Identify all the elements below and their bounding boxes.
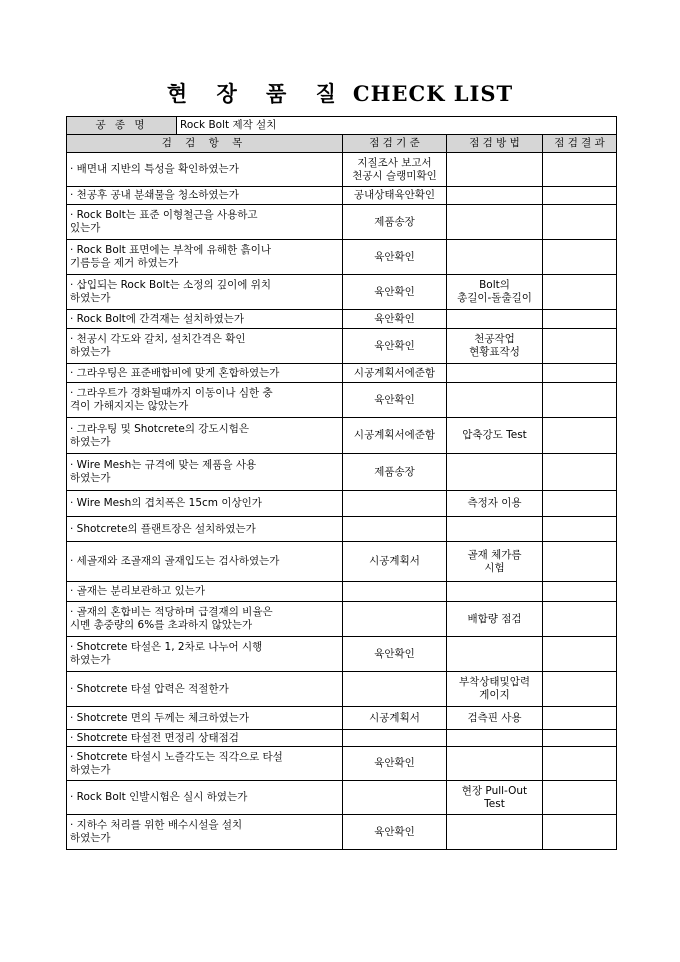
check-method: 현장 Pull-Out Test bbox=[447, 781, 543, 815]
check-item: · Rock Bolt 인발시험은 실시 하였는가 bbox=[67, 781, 343, 815]
check-result bbox=[543, 517, 617, 542]
check-item: · Wire Mesh는 규격에 맞는 제품을 사용 하였는가 bbox=[67, 454, 343, 491]
table-row bbox=[67, 310, 617, 329]
check-result bbox=[543, 637, 617, 672]
check-item: · Shotcrete 타설은 1, 2차로 나누어 시행 하였는가 bbox=[67, 637, 343, 672]
check-item: · 천공후 공내 분쇄물을 청소하였는가 bbox=[67, 187, 343, 205]
table-row bbox=[67, 418, 617, 454]
check-item: · Shotcrete 타설 압력은 적절한가 bbox=[67, 672, 343, 707]
check-result bbox=[543, 542, 617, 582]
check-standard: 육안확인 bbox=[343, 637, 447, 672]
table-row bbox=[67, 602, 617, 637]
check-standard bbox=[343, 517, 447, 542]
header-standard: 점 검 기 준 bbox=[343, 135, 447, 153]
table-row bbox=[67, 329, 617, 364]
check-method: 측정자 이용 bbox=[447, 491, 543, 517]
header-item: 검 검 항 목 bbox=[67, 135, 343, 153]
check-result bbox=[543, 187, 617, 205]
check-method: 부착상태및압력 게이지 bbox=[447, 672, 543, 707]
check-standard: 육안확인 bbox=[343, 329, 447, 364]
check-standard: 육안확인 bbox=[343, 275, 447, 310]
check-result bbox=[543, 582, 617, 602]
check-result bbox=[543, 275, 617, 310]
check-item: · Shotcrete의 플랜트장은 설치하였는가 bbox=[67, 517, 343, 542]
check-result bbox=[543, 329, 617, 364]
table-row bbox=[67, 815, 617, 850]
document-title bbox=[0, 78, 680, 108]
table-row bbox=[67, 240, 617, 275]
table-row bbox=[67, 205, 617, 240]
check-result bbox=[543, 781, 617, 815]
check-standard: 시공계획서 bbox=[343, 707, 447, 730]
title-english: CHECK LIST bbox=[352, 81, 514, 106]
check-item: · 삽입되는 Rock Bolt는 소정의 깊이에 위치 하였는가 bbox=[67, 275, 343, 310]
check-method bbox=[447, 240, 543, 275]
check-method bbox=[447, 364, 543, 383]
table-row bbox=[67, 582, 617, 602]
check-standard: 시공계획서에준함 bbox=[343, 418, 447, 454]
header-method: 점 검 방 법 bbox=[447, 135, 543, 153]
check-result bbox=[543, 815, 617, 850]
check-standard: 시공계획서에준함 bbox=[343, 364, 447, 383]
check-item: · Rock Bolt 표면에는 부착에 유해한 흙이나 기름등을 제거 하였는가 bbox=[67, 240, 343, 275]
check-method bbox=[447, 383, 543, 418]
check-method bbox=[447, 815, 543, 850]
check-item: · Rock Bolt는 표준 이형철근을 사용하고 있는가 bbox=[67, 205, 343, 240]
project-value: Rock Bolt 제작 설치 bbox=[177, 117, 617, 135]
check-standard: 제품송장 bbox=[343, 205, 447, 240]
table-row bbox=[67, 364, 617, 383]
check-result bbox=[543, 707, 617, 730]
check-result bbox=[543, 602, 617, 637]
table-row bbox=[67, 672, 617, 707]
table-row bbox=[67, 542, 617, 582]
check-item: · 세골재와 조골재의 골재입도는 검사하였는가 bbox=[67, 542, 343, 582]
table-row bbox=[67, 517, 617, 542]
check-result bbox=[543, 240, 617, 275]
check-standard: 시공계획서 bbox=[343, 542, 447, 582]
table-row bbox=[67, 637, 617, 672]
check-method bbox=[447, 582, 543, 602]
check-standard: 육안확인 bbox=[343, 310, 447, 329]
table-row bbox=[67, 454, 617, 491]
check-method: 배합량 점검 bbox=[447, 602, 543, 637]
check-result bbox=[543, 310, 617, 329]
table-row bbox=[67, 187, 617, 205]
check-standard bbox=[343, 672, 447, 707]
check-standard bbox=[343, 730, 447, 747]
check-standard bbox=[343, 582, 447, 602]
check-method: 압축강도 Test bbox=[447, 418, 543, 454]
check-item: · Wire Mesh의 겹치폭은 15cm 이상인가 bbox=[67, 491, 343, 517]
check-item: · 배면내 지반의 특성을 확인하였는가 bbox=[67, 153, 343, 187]
check-item: · Shotcrete 면의 두께는 체크하였는가 bbox=[67, 707, 343, 730]
header-row bbox=[67, 135, 617, 153]
check-method bbox=[447, 747, 543, 781]
check-result bbox=[543, 418, 617, 454]
check-item: · Rock Bolt에 간격재는 설치하였는가 bbox=[67, 310, 343, 329]
table-row bbox=[67, 730, 617, 747]
table-row bbox=[67, 153, 617, 187]
check-method: 골재 체가름 시험 bbox=[447, 542, 543, 582]
table-row bbox=[67, 383, 617, 418]
check-method: 검측핀 사용 bbox=[447, 707, 543, 730]
check-list-table bbox=[66, 116, 617, 850]
check-result bbox=[543, 383, 617, 418]
check-method bbox=[447, 517, 543, 542]
check-result bbox=[543, 205, 617, 240]
check-standard: 육안확인 bbox=[343, 815, 447, 850]
table-row bbox=[67, 707, 617, 730]
check-item: · 골재의 혼합비는 적당하며 급결재의 비율은 시멘 총중량의 6%를 초과하지 않았는가 bbox=[67, 602, 343, 637]
check-result bbox=[543, 747, 617, 781]
check-item: · 천공시 각도와 갈치, 설치간격은 확인 하였는가 bbox=[67, 329, 343, 364]
check-standard: 지질조사 보고서 천공시 슬랭미확인 bbox=[343, 153, 447, 187]
check-method bbox=[447, 637, 543, 672]
table-row bbox=[67, 491, 617, 517]
check-item: · 그라우트가 경화될때까지 이동이나 심한 충 격이 가해지지는 않았는가 bbox=[67, 383, 343, 418]
check-item: · 지하수 처리를 위한 배수시설을 설치 하였는가 bbox=[67, 815, 343, 850]
header-result: 점 검 결 과 bbox=[543, 135, 617, 153]
table-row bbox=[67, 275, 617, 310]
check-standard: 공내상태육안확인 bbox=[343, 187, 447, 205]
check-result bbox=[543, 730, 617, 747]
check-item: · 그라우팅은 표준배합비에 맞게 혼합하였는가 bbox=[67, 364, 343, 383]
check-standard: 제품송장 bbox=[343, 454, 447, 491]
check-item: · 골재는 분리보관하고 있는가 bbox=[67, 582, 343, 602]
check-standard bbox=[343, 602, 447, 637]
check-standard bbox=[343, 781, 447, 815]
check-standard bbox=[343, 491, 447, 517]
check-result bbox=[543, 454, 617, 491]
check-method: 천공작업 현황표작성 bbox=[447, 329, 543, 364]
check-result bbox=[543, 491, 617, 517]
project-label: 공 종 명 bbox=[67, 117, 177, 135]
check-standard: 육안확인 bbox=[343, 747, 447, 781]
check-method bbox=[447, 310, 543, 329]
check-item: · Shotcrete 타설전 면정리 상태점검 bbox=[67, 730, 343, 747]
check-method: Bolt의 총길이-돌출길이 bbox=[447, 275, 543, 310]
check-standard: 육안확인 bbox=[343, 240, 447, 275]
table-row bbox=[67, 747, 617, 781]
check-result bbox=[543, 153, 617, 187]
check-item: · 그라우팅 및 Shotcrete의 강도시험은 하였는가 bbox=[67, 418, 343, 454]
check-method bbox=[447, 205, 543, 240]
check-method bbox=[447, 187, 543, 205]
table-row bbox=[67, 781, 617, 815]
check-result bbox=[543, 672, 617, 707]
check-method bbox=[447, 153, 543, 187]
check-method bbox=[447, 730, 543, 747]
check-standard: 육안확인 bbox=[343, 383, 447, 418]
check-result bbox=[543, 364, 617, 383]
project-row bbox=[67, 117, 617, 135]
check-item: · Shotcrete 타설시 노즐각도는 직각으로 타설 하였는가 bbox=[67, 747, 343, 781]
check-method bbox=[447, 454, 543, 491]
title-korean: 현 장 품 질 bbox=[166, 81, 347, 106]
